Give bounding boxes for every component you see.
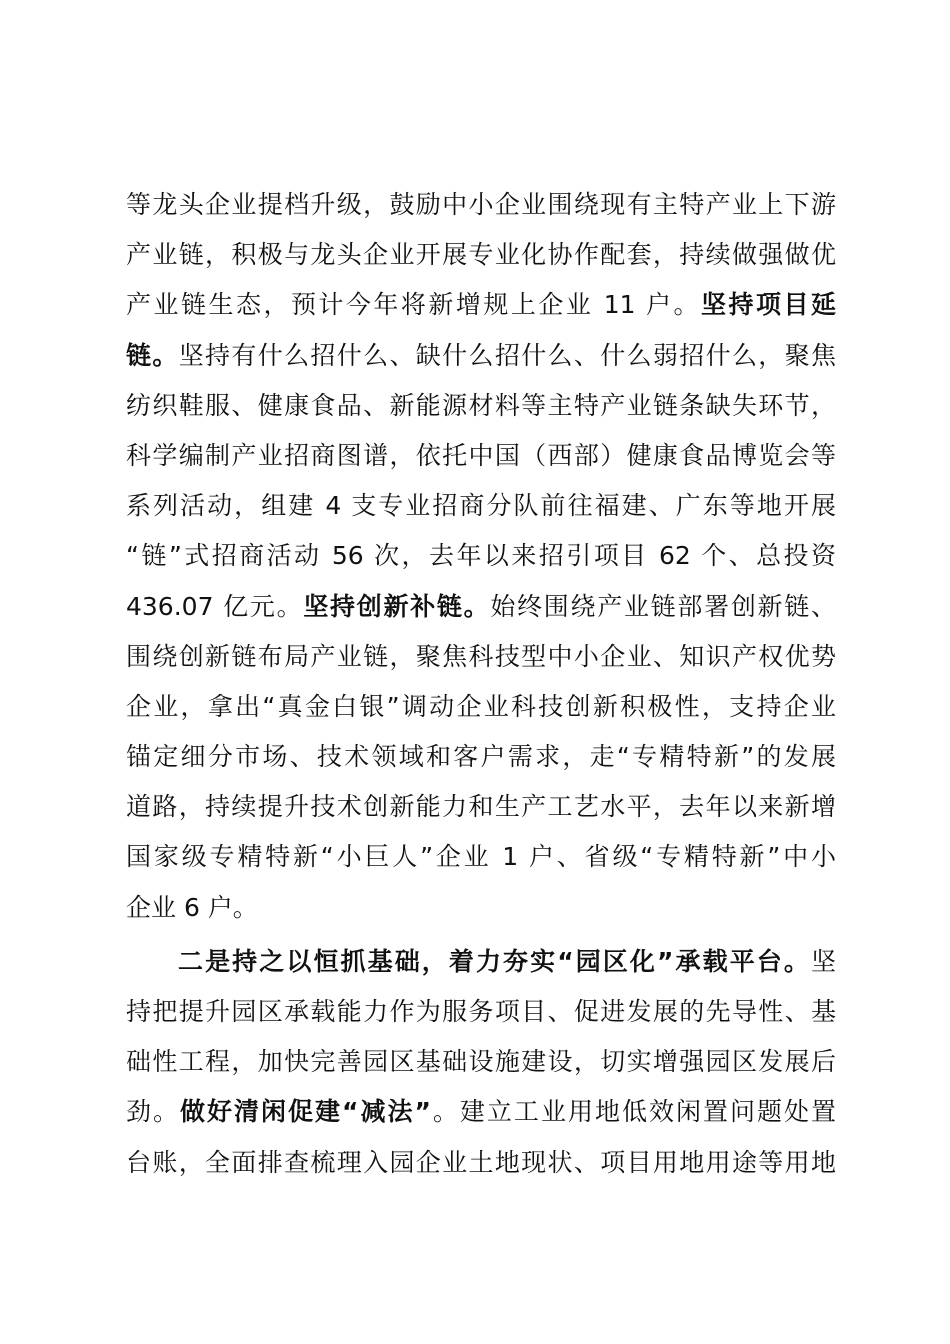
text-line: 纺织鞋服、健康食品、新能源材料等主特产业链条缺失环节， (126, 390, 836, 420)
text-line (126, 937, 836, 987)
text-run: 坚 (810, 946, 836, 976)
text-line: 企业 6 户。 (126, 892, 258, 922)
text-run: 劲。 (126, 1097, 181, 1127)
paragraph-park-platform (126, 937, 836, 1188)
text-line: 系列活动，组建 4 支专业招商分队前往福建、广东等地开展 (126, 491, 836, 521)
text-run: 436.07 亿元。 (126, 591, 304, 621)
bold-heading-project-chain-end: 链。 (126, 340, 179, 370)
text-line: “链”式招商活动 56 次，去年以来招引项目 62 个、总投资 (126, 541, 836, 571)
text-line (126, 331, 836, 381)
body-text (126, 180, 836, 1188)
text-line: 道路，持续提升技术创新能力和生产工艺水平，去年以来新增 (126, 792, 836, 822)
bold-heading-project-chain: 坚持项目延 (701, 290, 836, 320)
text-line: 础性工程，加快完善园区基础设施建设，切实增强园区发展后 (126, 1047, 836, 1077)
text-line: 等龙头企业提档升级，鼓励中小企业围绕现有主特产业上下游 (126, 190, 836, 219)
text-run: 坚持有什么招什么、缺什么招什么、什么弱招什么，聚焦 (178, 340, 836, 370)
text-line: 产业链，积极与龙头企业开展专业化协作配套，持续做强做优 (126, 240, 836, 270)
text-run: 始终围绕产业链部署创新链、 (490, 591, 836, 621)
text-line: 锚定细分市场、技术领域和客户需求，走“专精特新”的发展 (126, 742, 836, 772)
bold-section-heading: 二是持之以恒抓基础，着力夯实“园区化”承载平台。 (178, 946, 811, 976)
text-line (126, 1087, 836, 1137)
bold-heading-innovation-chain: 坚持创新补链。 (303, 591, 491, 621)
paragraph-industry-chain (126, 180, 836, 933)
text-run: 产业链生态，预计今年将新增规上企业 11 户。 (126, 290, 702, 320)
text-line: 国家级专精特新“小巨人”企业 1 户、省级“专精特新”中小 (126, 842, 836, 872)
text-line: 台账，全面排查梳理入园企业土地现状、项目用地用途等用地 (126, 1147, 836, 1177)
bold-heading-subtraction: 做好清闲促建“减法” (180, 1097, 431, 1127)
text-run: 。建立工业用地低效闲置问题处置 (430, 1097, 836, 1127)
text-line: 企业，拿出“真金白银”调动企业科技创新积极性，支持企业 (126, 691, 836, 721)
text-line: 科学编制产业招商图谱，依托中国（西部）健康食品博览会等 (126, 440, 836, 470)
text-line: 持把提升园区承载能力作为服务项目、促进发展的先导性、基 (126, 997, 836, 1026)
text-line (126, 582, 836, 632)
text-line (126, 280, 836, 330)
text-line: 围绕创新链布局产业链，聚焦科技型中小企业、知识产权优势 (126, 641, 836, 671)
